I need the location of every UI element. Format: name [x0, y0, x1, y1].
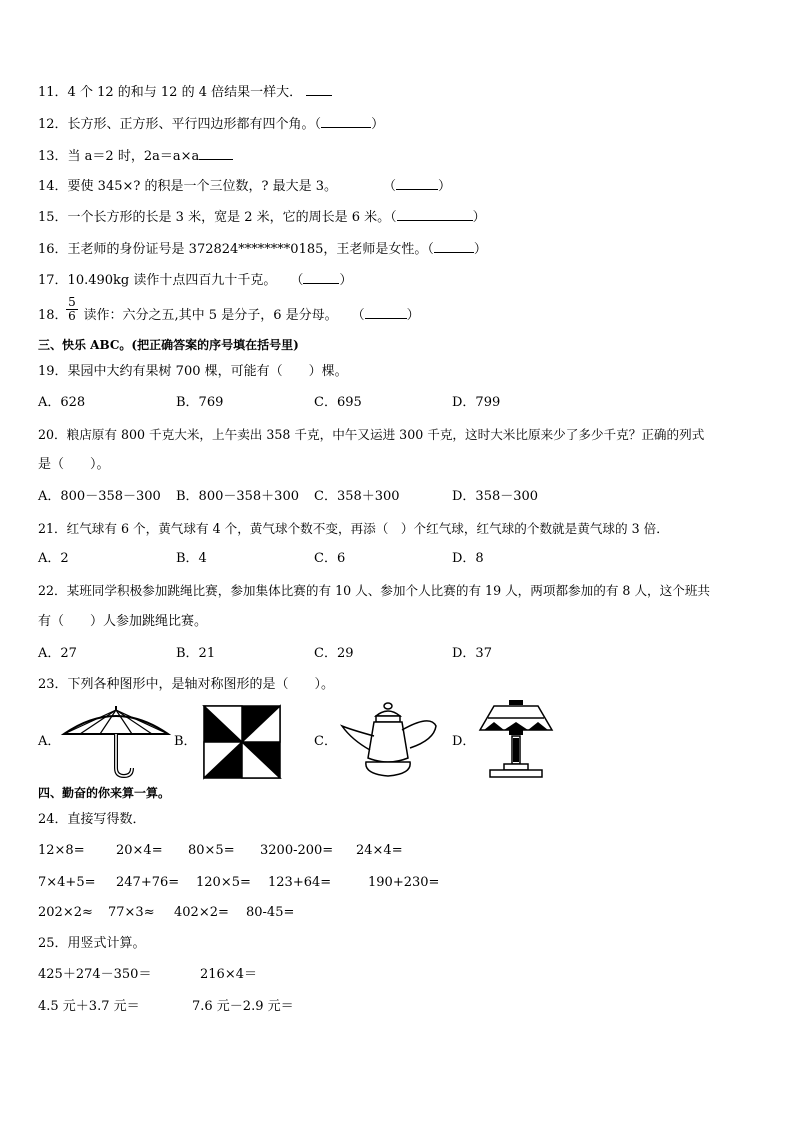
question-14: 14．要使 345×? 的积是一个三位数，? 最大是 3。 （ ） [38, 179, 452, 194]
q21-option-a[interactable]: A．2 [38, 551, 69, 566]
question-23: 23．下列各种图形中，是轴对称图形的是（ ）。 [38, 677, 335, 692]
q19-option-c[interactable]: C．695 [314, 395, 362, 410]
q23-option-a[interactable]: A． [38, 734, 61, 749]
calc-item: 402×2= [174, 905, 229, 920]
q20-option-c[interactable]: C．358＋300 [314, 489, 400, 504]
calc-item: 123+64= [268, 875, 332, 890]
question-11: 11．4 个 12 的和与 12 的 4 倍结果一样大． [38, 83, 332, 102]
question-20-line2: 是（ ）。 [38, 457, 110, 472]
q19-option-b[interactable]: B．769 [176, 395, 224, 410]
section-3-heading: 三、快乐 ABC。(把正确答案的序号填在括号里) [38, 338, 299, 352]
answer-blank[interactable] [303, 271, 339, 284]
lamp-figure [476, 698, 556, 780]
q19-option-d[interactable]: D．799 [452, 395, 501, 410]
q21-option-b[interactable]: B．4 [176, 551, 207, 566]
q23-option-c[interactable]: C． [314, 734, 337, 749]
teapot-figure [338, 700, 440, 780]
q20-option-a[interactable]: A．800－358－300 [38, 489, 161, 504]
calc-item: 80×5= [188, 843, 235, 858]
question-12: 12．长方形、正方形、平行四边形都有四个角。（ ） [38, 117, 385, 132]
question-17: 17．10.490kg 读作十点四百九十千克。 （ ） [38, 273, 353, 288]
question-19: 19．果园中大约有果树 700 棵，可能有（ ）棵。 [38, 364, 348, 379]
q20-option-d[interactable]: D．358－300 [452, 489, 539, 504]
q22-option-c[interactable]: C．29 [314, 646, 354, 661]
calc-item: 120×5= [196, 875, 251, 890]
question-20-line1: 20．粮店原有 800 千克大米，上午卖出 358 千克，中午又运进 300 千克，这时大米比原来少了多少千克？正确的列式 [38, 427, 705, 442]
calc-item: 80-45= [246, 905, 295, 920]
calc-item: 202×2≈ [38, 905, 93, 920]
pinwheel-figure [198, 702, 286, 780]
section-4-heading: 四、勤奋的你来算一算。 [38, 786, 171, 800]
umbrella-figure [60, 704, 172, 780]
calc-item: 190+230= [368, 875, 440, 890]
q20-option-b[interactable]: B．800－358＋300 [176, 489, 299, 504]
answer-blank[interactable] [199, 147, 233, 160]
answer-blank[interactable] [397, 208, 473, 221]
q22-option-d[interactable]: D．37 [452, 646, 492, 661]
vertical-calc-item: 4.5 元＋3.7 元＝ [38, 999, 140, 1014]
question-16: 16．王老师的身份证号是 372824********0185，王老师是女性。（ ） [38, 242, 487, 257]
question-13: 13．当 a＝2 时，2a＝a×a [38, 147, 233, 166]
calc-item: 247+76= [116, 875, 180, 890]
q21-option-c[interactable]: C．6 [314, 551, 346, 566]
question-22-line2: 有（ ）人参加跳绳比赛。 [38, 614, 208, 629]
q21-option-d[interactable]: D．8 [452, 551, 484, 566]
calc-item: 20×4= [116, 843, 163, 858]
question-21: 21．红气球有 6 个，黄气球有 4 个，黄气球个数不变，再添（ ）个红气球，红气球的个数就是黄气球的 3 倍． [38, 521, 669, 536]
answer-blank[interactable] [306, 83, 332, 96]
q22-option-a[interactable]: A．27 [38, 646, 77, 661]
q23-option-b[interactable]: B． [174, 734, 197, 749]
vertical-calc-item: 425＋274－350＝ [38, 967, 152, 982]
answer-blank[interactable] [434, 240, 474, 253]
question-15: 15．一个长方形的长是 3 米，宽是 2 米，它的周长是 6 米。（ ） [38, 210, 486, 225]
question-22-line1: 22．某班同学积极参加跳绳比赛，参加集体比赛的有 10 人、参加个人比赛的有 19 人，两项都参加的有 8 人，这个班共 [38, 583, 711, 598]
q19-option-a[interactable]: A．628 [38, 395, 86, 410]
calc-item: 12×8= [38, 843, 85, 858]
answer-blank[interactable] [396, 177, 438, 190]
vertical-calc-item: 216×4＝ [200, 967, 257, 982]
answer-blank[interactable] [365, 306, 407, 319]
calc-item: 7×4+5= [38, 875, 96, 890]
q22-option-b[interactable]: B．21 [176, 646, 216, 661]
answer-blank[interactable] [321, 115, 371, 128]
question-18: 18． 读作：六分之五,其中 5 是分子，6 是分母。 （ ） [38, 308, 420, 323]
calc-item: 24×4= [356, 843, 403, 858]
calc-item: 77×3≈ [108, 905, 155, 920]
question-24: 24．直接写得数． [38, 812, 146, 827]
calc-item: 3200-200= [260, 843, 334, 858]
question-25: 25．用竖式计算。 [38, 936, 146, 951]
vertical-calc-item: 7.6 元－2.9 元＝ [192, 999, 294, 1014]
fraction-five-sixths: $\frac{5}{6}$ [66, 296, 78, 323]
q23-option-d[interactable]: D． [452, 734, 476, 749]
